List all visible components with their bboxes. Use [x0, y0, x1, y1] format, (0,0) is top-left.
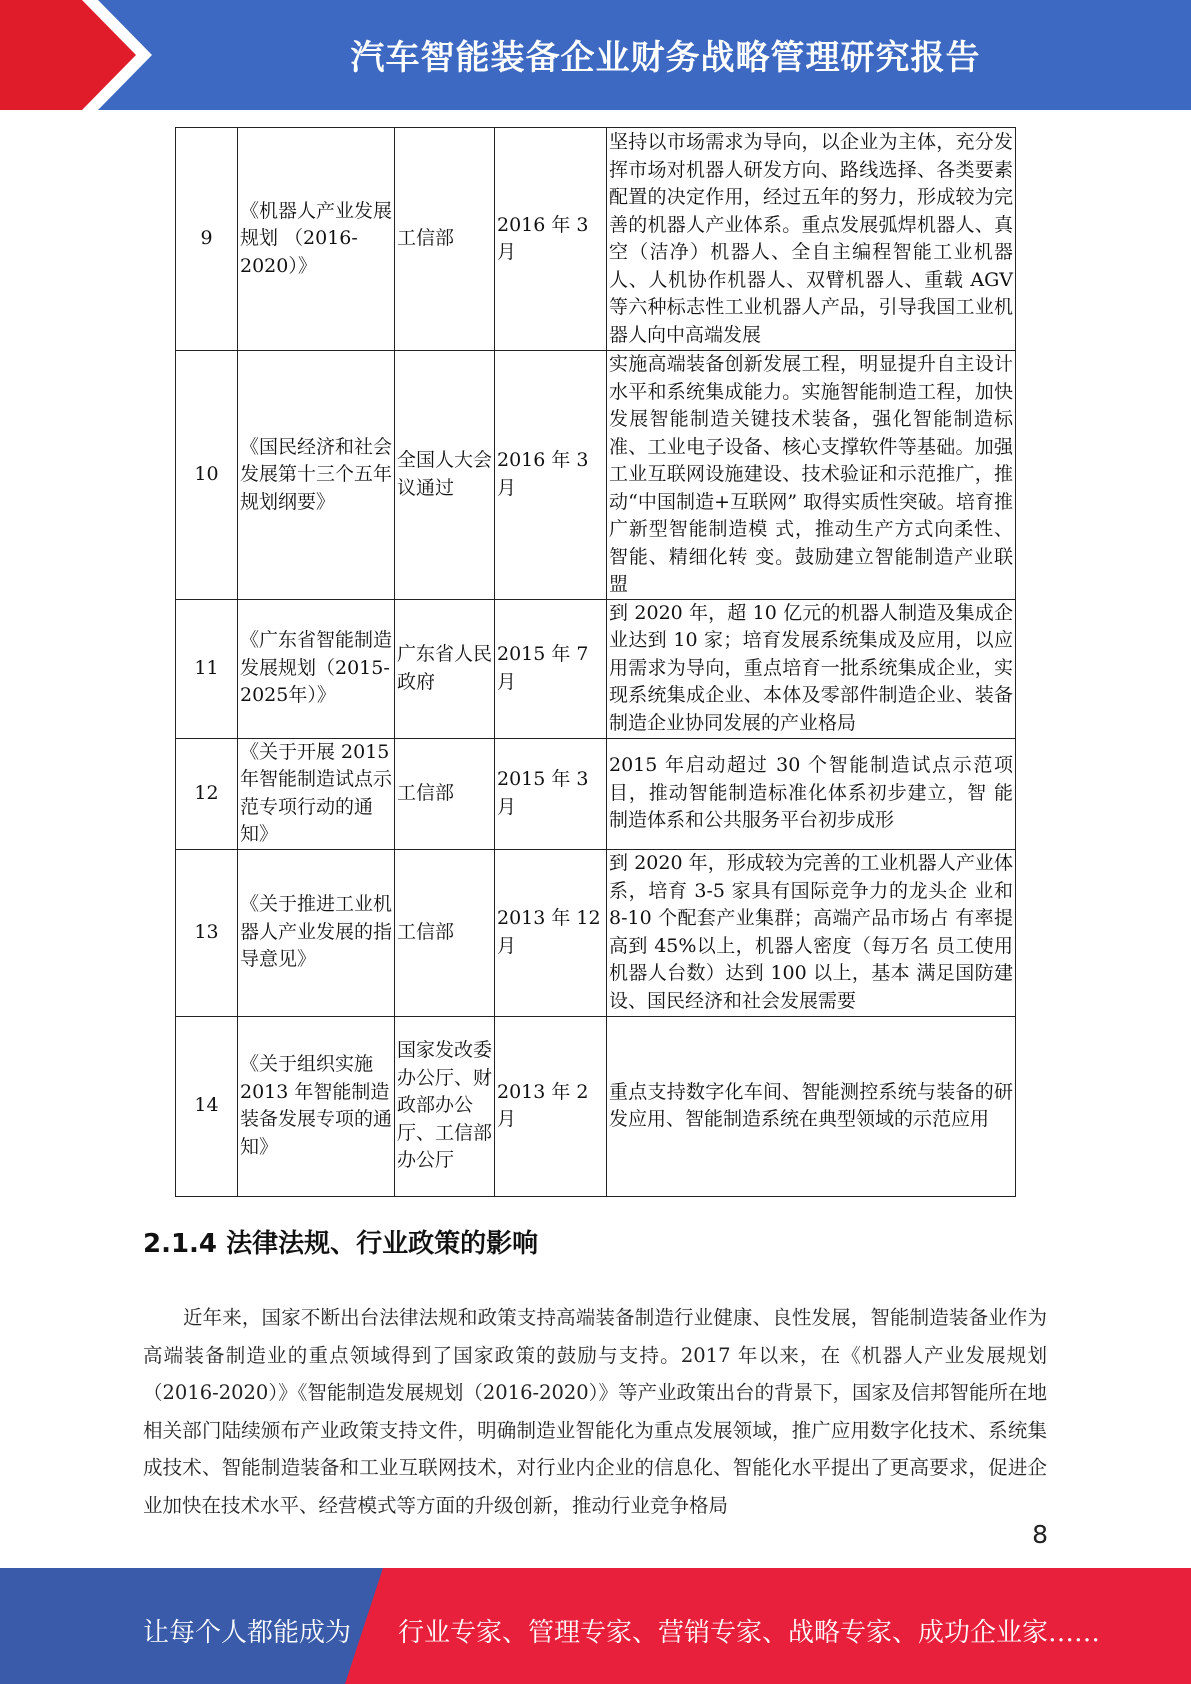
policy-description-cell: [607, 1016, 1016, 1196]
policy-name-cell: [238, 128, 395, 351]
table-row: [176, 738, 1016, 849]
row-number: 13: [194, 920, 219, 943]
issue-date: 2016 年 3 月: [497, 449, 589, 499]
issuing-department-cell: [395, 1016, 495, 1196]
issue-date-cell: [495, 738, 607, 849]
policy-description: 到 2020 年，超 10 亿元的机器人制造及集成企业达到 10 家；培育发展系统集成及应用，以应用需求为导向，重点培育一批系统集成企业，实现系统集成企业、本体及零部件制造企业、装备制造企业协同发展的产业格局: [609, 601, 1013, 734]
table-row: [176, 849, 1016, 1016]
issuing-department: 工信部: [397, 227, 455, 250]
issuing-department: 工信部: [397, 920, 455, 943]
table-row: [176, 128, 1016, 351]
row-number: 11: [194, 656, 219, 679]
policy-description-cell: [607, 849, 1016, 1016]
row-number: 9: [200, 227, 213, 250]
policy-description-cell: [607, 351, 1016, 600]
policy-description: 实施高端装备创新发展工程，明显提升自主设计水平和系统集成能力。实施智能制造工程，加快发展智能制造关键技术装备，强化智能制造标准、工业电子设备、核心支撑软件等基础。加强工业互联网设施建设、技术验证和示范推广，推动“中国制造+互联网” 取得实质性突破。培育推广新型智能制造模 式，推动生产方式向柔性、智能、精细化转 变。鼓励建立智能制造产业联盟: [609, 353, 1013, 595]
issuing-department-cell: [395, 599, 495, 738]
body-paragraph: 近年来，国家不断出台法律法规和政策支持高端装备制造行业健康、良性发展，智能制造装备业作为高端装备制造业的重点领域得到了国家政策的鼓励与支持。2017 年以来，在《机器人产业发展规划（2016-2020）》《智能制造发展规划（2016-2020）》等产业政策出台的背景下，国家及信邦智能所在地相关部门陆续颁布产业政策支持文件，明确制造业智能化为重点发展领域，推广应用数字化技术、系统集成技术、智能制造装备和工业互联网技术，对行业内企业的信息化、智能化水平提出了更高要求，促进企业加快在技术水平、经营模式等方面的升级创新，推动行业竞争格局: [143, 1306, 1047, 1517]
policy-name: 《关于开展 2015 年智能制造试点示范专项行动的通知》: [240, 740, 393, 845]
page-header: [0, 0, 1191, 110]
policy-table: [175, 127, 1016, 1197]
issue-date-cell: [495, 1016, 607, 1196]
issuing-department-cell: [395, 849, 495, 1016]
footer-slogan-left: 让每个人都能成为: [143, 1618, 352, 1648]
table-row: [176, 1016, 1016, 1196]
issue-date: 2016 年 3 月: [497, 213, 589, 263]
policy-name: 《机器人产业发展规划 （2016-2020）》: [240, 199, 393, 277]
row-number-cell: [176, 351, 238, 600]
row-number-cell: [176, 738, 238, 849]
policy-name: 《广东省智能制造发展规划（2015-2025年）》: [240, 629, 393, 707]
issue-date-cell: [495, 128, 607, 351]
header-chevron-decoration: [0, 0, 160, 110]
row-number-cell: [176, 599, 238, 738]
policy-description: 重点支持数字化车间、智能测控系统与装备的研发应用、智能制造系统在典型领域的示范应用: [609, 1080, 1013, 1130]
row-number-cell: [176, 849, 238, 1016]
issuing-department-cell: [395, 351, 495, 600]
issuing-department: 广东省人民政府: [397, 643, 493, 693]
policy-description-cell: [607, 599, 1016, 738]
policy-name-cell: [238, 849, 395, 1016]
policy-description: 到 2020 年，形成较为完善的工业机器人产业体系，培育 3-5 家具有国际竞争力的龙头企 业和 8-10 个配套产业集群；高端产品市场占 有率提高到 45%以上，机器人密度（每万名 员工使用机器人台数）达到 100 以上，基本 满足国防建设、国民经济和社会发展需要: [609, 852, 1013, 1012]
row-number: 10: [194, 463, 219, 485]
policy-description-cell: [607, 128, 1016, 351]
report-title: 汽车智能装备企业财务战略管理研究报告: [350, 38, 981, 78]
row-number: 12: [194, 781, 219, 804]
page-number: 8: [1032, 1520, 1048, 1549]
table-row: [176, 351, 1016, 600]
table-row: [176, 599, 1016, 738]
policy-name: 《国民经济和社会发展第十三个五年规划纲要》: [240, 435, 393, 513]
issuing-department-cell: [395, 738, 495, 849]
policy-name: 《关于推进工业机器人产业发展的指导意见》: [240, 893, 393, 971]
policy-description-cell: [607, 738, 1016, 849]
policy-description: 坚持以市场需求为导向，以企业为主体，充分发挥市场对机器人研发方向、路线选择、各类要素配置的决定作用，经过五年的努力，形成较为完善的机器人产业体系。重点发展弧焊机器人、真空（洁净）机器人、全自主编程智能工业机器人、人机协作机器人、双臂机器人、重载 AGV 等六种标志性工业机器人产品，引导我国工业机器人向中高端发展: [609, 131, 1013, 346]
issue-date-cell: [495, 351, 607, 600]
row-number-cell: [176, 1016, 238, 1196]
policy-description: 2015 年启动超过 30 个智能制造试点示范项 目，推动智能制造标准化体系初步建立，智 能制造体系和公共服务平台初步成形: [609, 754, 1013, 832]
row-number: 14: [194, 1094, 219, 1117]
issue-date: 2013 年 2 月: [497, 1080, 589, 1130]
issuing-department: 工信部: [397, 781, 455, 804]
page-footer: [0, 1568, 1191, 1684]
issue-date: 2015 年 3 月: [497, 768, 589, 818]
issue-date: 2013 年 12 月: [497, 907, 601, 957]
issue-date-cell: [495, 599, 607, 738]
issuing-department-cell: [395, 128, 495, 351]
section-heading: 2.1.4 法律法规、行业政策的影响: [143, 1229, 539, 1259]
issuing-department: 全国人大会议通过: [397, 449, 493, 499]
issuing-department: 国家发改委办公厅、财政部办公厅、工信部办公厅: [397, 1039, 493, 1172]
policy-name-cell: [238, 599, 395, 738]
policy-name: 《关于组织实施 2013 年智能制造装备发展专项的通知》: [240, 1053, 393, 1158]
issue-date-cell: [495, 849, 607, 1016]
policy-name-cell: [238, 1016, 395, 1196]
issue-date: 2015 年 7 月: [497, 643, 589, 693]
policy-name-cell: [238, 351, 395, 600]
row-number-cell: [176, 128, 238, 351]
policy-name-cell: [238, 738, 395, 849]
footer-slogan-right: 行业专家、管理专家、营销专家、战略专家、成功企业家……: [398, 1618, 1101, 1648]
